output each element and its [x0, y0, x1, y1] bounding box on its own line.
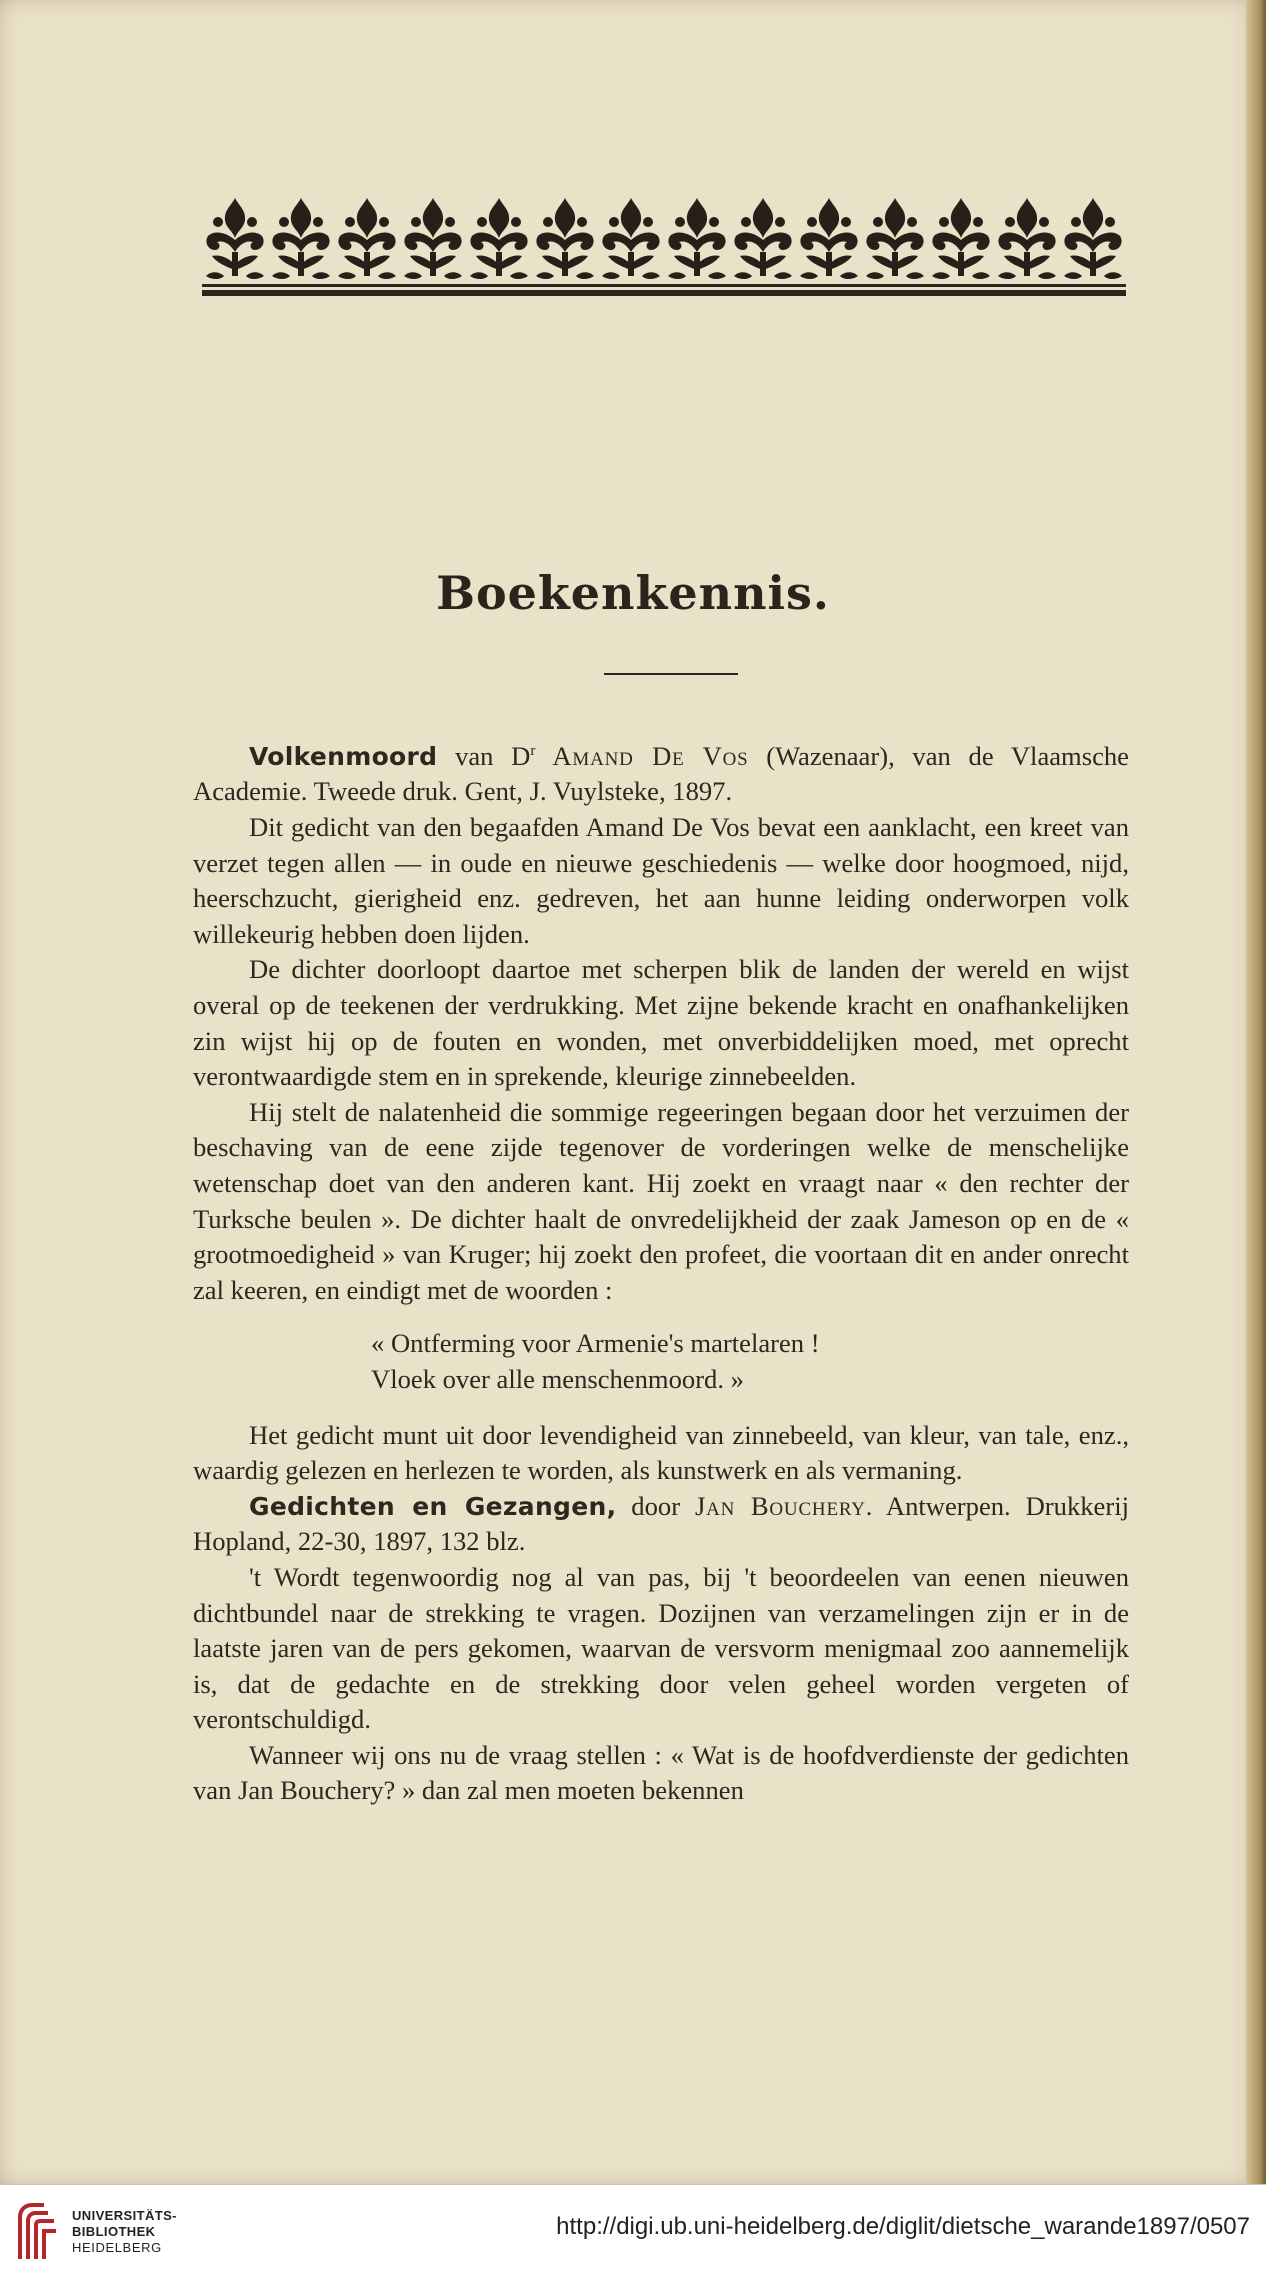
fleuron-icon [800, 198, 858, 279]
fleuron-icon [470, 198, 528, 279]
fleuron-icon [734, 198, 792, 279]
review-heading-text: van D [437, 740, 531, 771]
review-heading-sup: r [530, 743, 536, 759]
fleuron-icon [866, 198, 924, 279]
review-title: Volkenmoord [249, 741, 438, 771]
review-author: Jan Bouchery [694, 1490, 866, 1521]
library-name-line: BIBLIOTHEK [72, 2224, 156, 2239]
fleuron-icon [206, 198, 264, 279]
page-title: Boekenkennis. [436, 566, 830, 620]
review-heading-tail: . Antwerpen. Drukkerij Hopland, 22-30, 1897, 132 blz. [193, 1490, 1129, 1557]
review-heading-tail: (Wazenaar), van de Vlaamsche Academie. Tweede druk. Gent, J. Vuylsteke, 1897. [193, 740, 1129, 807]
source-url-link[interactable]: http://digi.ub.uni-heidelberg.de/diglit/dietsche_warande1897/0507 [556, 2213, 1250, 2240]
library-name-line: UNIVERSITÄTS- [72, 2208, 177, 2223]
fleuron-icon [602, 198, 660, 279]
review-heading [193, 734, 1129, 810]
footer-bar [0, 2184, 1266, 2279]
review-author: Amand De Vos [535, 740, 749, 771]
paragraph: 't Wordt tegenwoordig nog al van pas, bij 't beoordeelen van eenen nieuwen dichtbundel naar de strekking te vragen. Dozijnen van verzamelingen zijn er in de laatste jaren van de pers gekomen, waarvan de versvorm menigmaal zoo aannemelijk is, dat de gedachte en de strekking door velen geheel worden vergeten of verontschuldigd. [193, 1561, 1129, 1735]
verse-line: « Ontferming voor Armenie's martelaren ! [371, 1328, 820, 1359]
library-name [72, 2208, 177, 2256]
fleuron-icon [932, 198, 990, 279]
article-body [193, 734, 1129, 1809]
paragraph: De dichter doorloopt daartoe met scherpen blik de landen der wereld en wijst overal op de teekenen der verdrukking. Met zijne bekende kracht en onafhankelijken zin wijst hij op de fouten en wonden, met onverbiddelijken moed, met oprecht verontwaardigde stem en in sprekende, kleurige zinnebeelden. [193, 954, 1129, 1092]
university-library-logo-icon [14, 2199, 60, 2265]
review-heading-text: door [616, 1490, 695, 1521]
paragraph: Wanneer wij ons nu de vraag stellen : « Wat is de hoofdverdienste der gedichten van Jan Bouchery? » dan zal men moeten bekennen [193, 1739, 1129, 1806]
fleuron-icon [998, 198, 1056, 279]
fleuron-icon [338, 198, 396, 279]
verse-line: Vloek over alle menschenmoord. » [371, 1363, 744, 1394]
fleuron-icon [668, 198, 726, 279]
fleuron-ornament-icon [202, 190, 1126, 298]
fleuron-icon [272, 198, 330, 279]
review-title: Gedichten en Gezangen, [249, 1491, 617, 1521]
fleuron-icon [536, 198, 594, 279]
ornamental-header-band [202, 190, 1126, 298]
fleuron-icon [404, 198, 462, 279]
paragraph: Het gedicht munt uit door levendigheid van zinnebeeld, van kleur, van tale, enz., waardig gelezen en herlezen te worden, als kunstwerk en als vermaning. [193, 1419, 1129, 1486]
paragraph: Hij stelt de nalatenheid die sommige regeeringen begaan door het verzuimen der beschaving van de eene zijde tegenover de vorderingen welke de menschelijke wetenschap doet van den anderen kant. Hij zoekt en vraagt naar « den rechter der Turksche beulen ». De dichter haalt de onvredelijkheid der zaak Jameson op en de « grootmoedigheid » van Kruger; hij zoekt den profeet, die voortaan dit en ander onrecht zal keeren, en eindigt met de woorden : [193, 1096, 1129, 1305]
title-divider [604, 673, 738, 675]
page-edge-shadow [1246, 0, 1266, 2184]
quoted-verse [371, 1326, 1129, 1397]
library-name-line: HEIDELBERG [72, 2240, 162, 2255]
review-heading [193, 1489, 1129, 1560]
fleuron-icon [1064, 198, 1122, 279]
paragraph: Dit gedicht van den begaafden Amand De Vos bevat een aanklacht, een kreet van verzet tegen allen — in oude en nieuwe geschiedenis — welke door hoogmoed, nijd, heerschzucht, gierigheid enz. gedreven, het aan hunne leiding onderworpen volk willekeurig hebben doen lijden. [193, 812, 1129, 949]
